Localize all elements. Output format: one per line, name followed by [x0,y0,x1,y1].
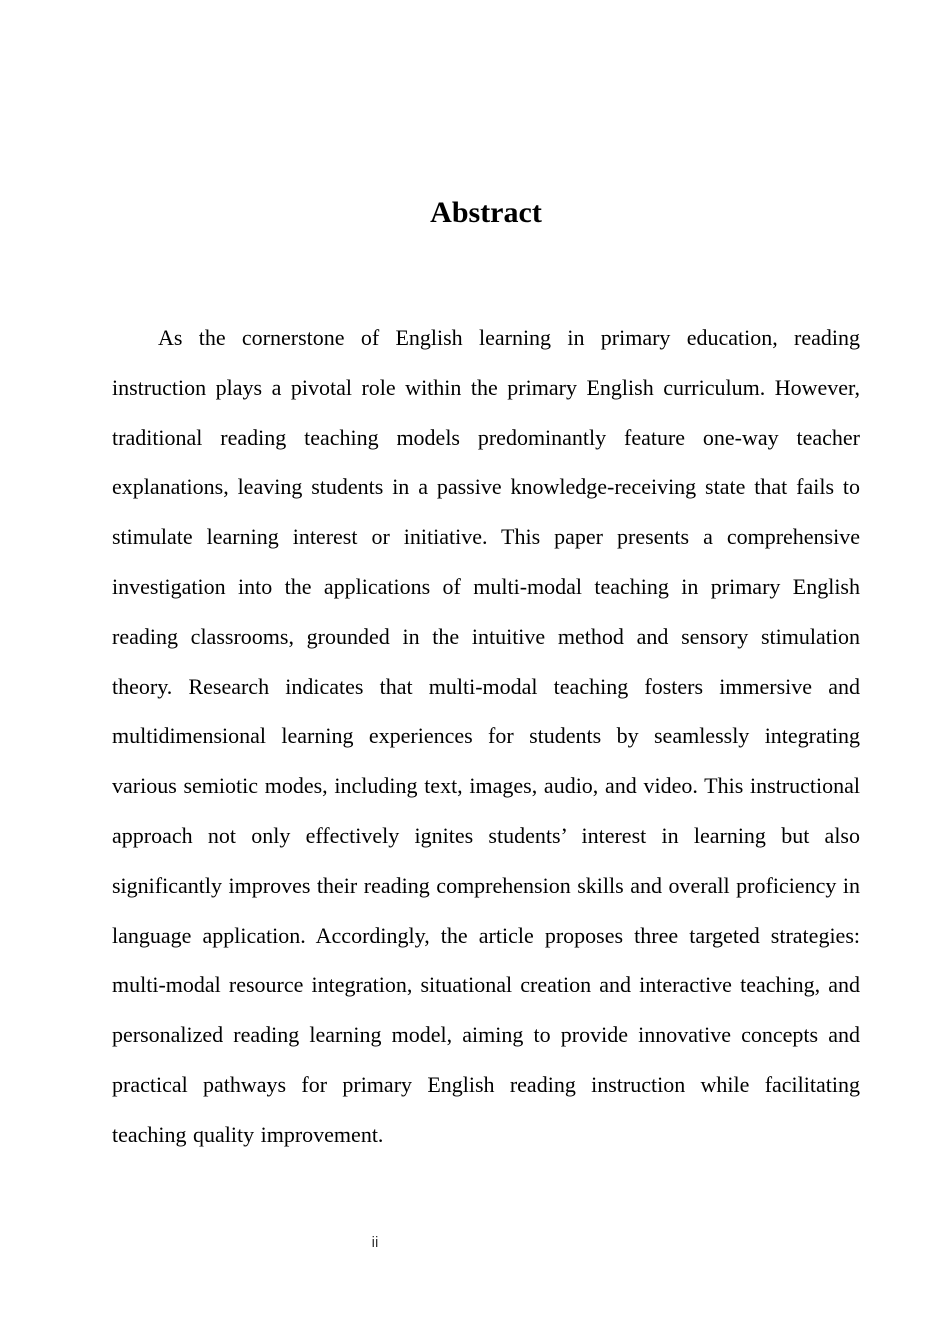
abstract-body-text: As the cornerstone of English learning in primary education, reading instruction plays a pivotal role within the primary English curriculum. However, traditional reading teaching models predominantly feature one-way teacher explanations, leaving students in a passive knowledge-receiving state that fails to stimulate learning interest or initiative. This paper presents a comprehensive investigation into the applications of multi-modal teaching in primary English reading classrooms, grounded in the intuitive method and sensory stimulation theory. Research indicates that multi-modal teaching fosters immersive and multidimensional learning experiences for students by seamlessly integrating various semiotic modes, including text, images, audio, and video. This instructional approach not only effectively ignites students’ interest in learning but also significantly improves their reading comprehension skills and overall proficiency in language application. Accordingly, the article proposes three targeted strategies: multi-modal resource integration, situational creation and interactive teaching, and personalized reading learning model, aiming to provide innovative concepts and practical pathways for primary English reading instruction while facilitating teaching quality improvement. [112,325,860,1147]
abstract-title: Abstract [430,196,542,229]
page-number: ii [371,1234,379,1251]
page-content [112,0,860,1160]
